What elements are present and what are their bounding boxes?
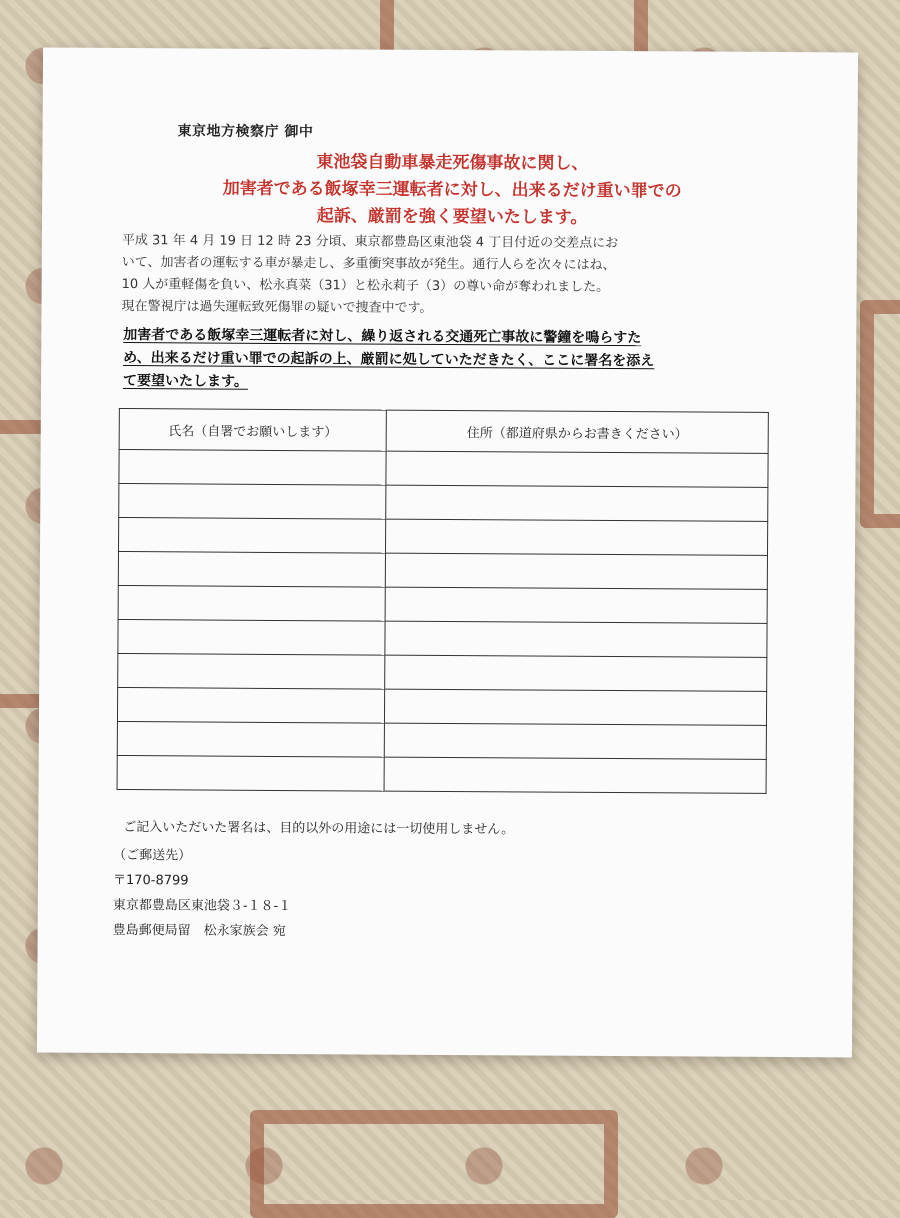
petition-request: [123, 324, 773, 397]
name-cell[interactable]: [118, 551, 385, 587]
signature-rows: [117, 449, 768, 793]
incident-description: [121, 230, 782, 322]
mailing-address: [113, 843, 292, 944]
body-line: 10 人が重軽傷を負い、松永真菜（31）と松永莉子（3）の尊い命が奪われました。: [121, 277, 610, 295]
carpet-pattern: [860, 300, 900, 528]
title-line: 起訴、厳罰を強く要望いたします。: [316, 206, 588, 228]
name-cell[interactable]: [118, 653, 385, 689]
table-row: [119, 517, 768, 555]
name-cell[interactable]: [119, 483, 386, 519]
address-cell[interactable]: [385, 553, 767, 589]
name-cell[interactable]: [117, 755, 384, 791]
request-line: め、出来るだけ重い罪での起訴の上、厳罰に処していただきたく、ここに署名を添え: [123, 350, 655, 370]
name-cell[interactable]: [119, 449, 386, 485]
petition-sheet: [37, 48, 858, 1058]
table-row: [118, 585, 767, 623]
name-cell[interactable]: [117, 687, 384, 723]
address-cell[interactable]: [385, 621, 767, 657]
address-cell[interactable]: [386, 485, 768, 521]
address-cell[interactable]: [385, 519, 767, 555]
body-line: いて、加害者の運転する車が暴走し、多重衝突事故が発生。通行人らを次々にはね、: [121, 255, 616, 274]
postal-code: 〒170-8799: [112, 872, 189, 889]
table-row: [117, 721, 766, 759]
mail-heading: （ご郵送先）: [113, 847, 192, 864]
name-cell[interactable]: [117, 721, 384, 757]
address-cell[interactable]: [386, 451, 768, 487]
table-row: [118, 653, 767, 691]
table-header-row: [119, 408, 768, 453]
address-cell[interactable]: [384, 689, 766, 725]
address-cell[interactable]: [385, 587, 767, 623]
request-line: て要望いたします。: [122, 373, 248, 390]
name-cell[interactable]: [118, 585, 385, 621]
privacy-notice: ご記入いただいた署名は、目的以外の用途には一切使用しません。: [123, 820, 515, 838]
addressee: 東京地方検察庁 御中: [177, 123, 314, 141]
petition-title: [102, 148, 802, 233]
carpet-pattern: [250, 1110, 618, 1218]
table-row: [119, 449, 768, 487]
body-line: 平成 31 年 4 月 19 日 12 時 23 分頃、東京都豊島区東池袋 4 丁目付近の交差点にお: [121, 233, 619, 252]
table-row: [119, 483, 768, 521]
request-line: 加害者である飯塚幸三運転者に対し、繰り返される交通死亡事故に警鐘を鳴らすた: [123, 327, 642, 347]
signature-table: [117, 408, 769, 794]
name-cell[interactable]: [118, 619, 385, 655]
name-cell[interactable]: [119, 517, 386, 553]
address-column-header: 住所（都道府県からお書きください）: [386, 410, 768, 453]
address-cell[interactable]: [385, 655, 767, 691]
table-row: [118, 619, 767, 657]
mail-address: 東京都豊島区東池袋３-１８-１: [112, 897, 292, 915]
mail-recipient: 豊島郵便局留 松永家族会 宛: [112, 922, 286, 940]
body-line: 現在警視庁は過失運転致死傷罪の疑いで捜査中です。: [121, 299, 433, 316]
address-cell[interactable]: [384, 723, 766, 759]
title-line: 東池袋自動車暴走死傷事故に関し、: [316, 152, 589, 174]
name-column-header: 氏名（自署でお願いします）: [119, 408, 386, 451]
address-cell[interactable]: [384, 757, 766, 793]
title-line: 加害者である飯塚幸三運転者に対し、出来るだけ重い罪での: [222, 178, 682, 202]
table-row: [117, 687, 766, 725]
table-row: [117, 755, 766, 793]
table-row: [118, 551, 767, 589]
